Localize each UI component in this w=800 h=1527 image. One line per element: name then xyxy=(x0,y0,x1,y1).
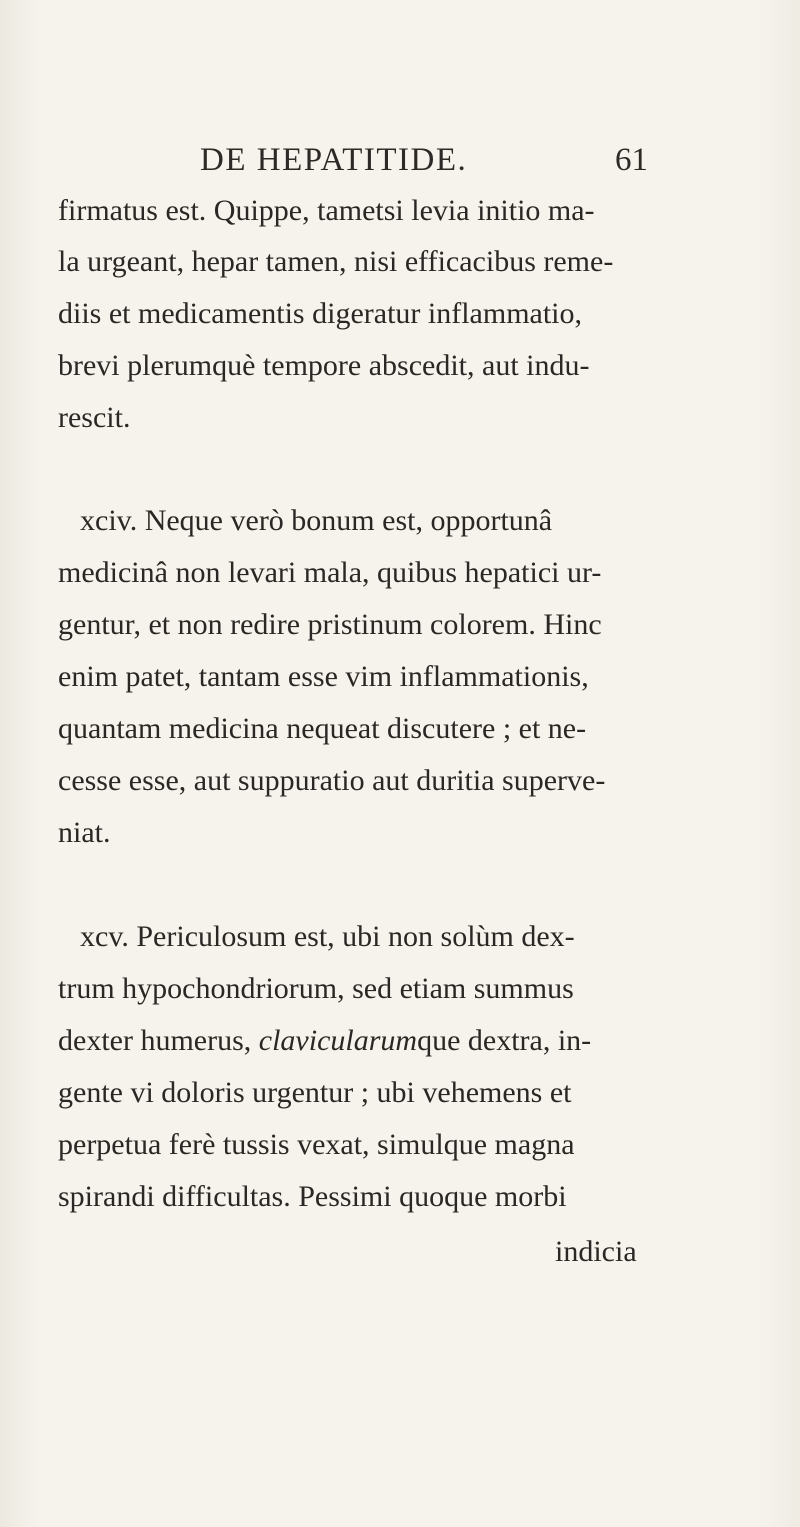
page-number: 61 xyxy=(615,142,648,178)
text-line: la urgeant, hepar tamen, nisi efficacibus reme- xyxy=(58,245,614,278)
text-line: perpetua ferè tussis vexat, simulque magna xyxy=(58,1128,575,1161)
text-line: spirandi difficultas. Pessimi quoque morbi xyxy=(58,1180,567,1213)
text-line: diis et medicamentis digeratur inflammatio, xyxy=(58,297,583,330)
text-segment: dexter humerus, xyxy=(58,1024,259,1057)
text-line: brevi plerumquè tempore abscedit, aut indu- xyxy=(58,349,590,382)
text-line: quantam medicina nequeat discutere ; et ne- xyxy=(58,712,587,745)
text-line: gente vi doloris urgentur ; ubi vehemens et xyxy=(58,1076,572,1109)
text-line: firmatus est. Quippe, tametsi levia initio ma- xyxy=(58,194,595,227)
page-header xyxy=(0,142,800,192)
text-line: niat. xyxy=(58,816,111,849)
catchword: indicia xyxy=(555,1235,637,1268)
text-line-with-italic xyxy=(58,1026,591,1056)
text-line: trum hypochondriorum, sed etiam summus xyxy=(58,972,574,1005)
paragraph-xciv-first-line: xciv. Neque verò bonum est, opportunâ xyxy=(80,504,553,537)
text-line: medicinâ non levari mala, quibus hepatici ur- xyxy=(58,556,602,589)
text-line: cesse esse, aut suppuratio aut duritia superve- xyxy=(58,764,606,797)
text-segment: que dextra, in- xyxy=(417,1024,592,1057)
text-line: enim patet, tantam esse vim inflammationis, xyxy=(58,660,589,693)
text-line: rescit. xyxy=(58,401,131,434)
running-head: DE HEPATITIDE. xyxy=(200,142,468,178)
paragraph-xcv-first-line: xcv. Periculosum est, ubi non solùm dex- xyxy=(80,920,575,953)
text-line: gentur, et non redire pristinum colorem. Hinc xyxy=(58,608,602,641)
italic-word: clavicularum xyxy=(258,1024,418,1057)
